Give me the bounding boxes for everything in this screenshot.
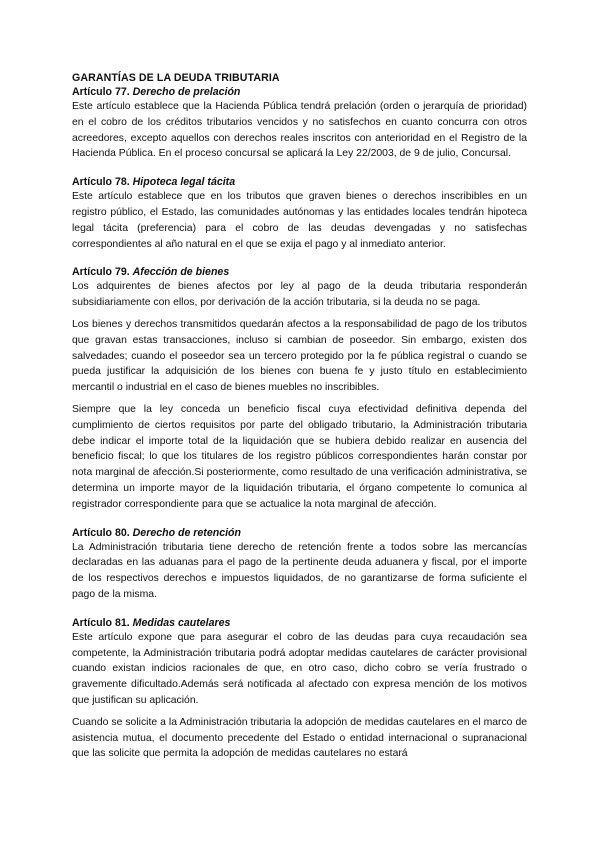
article-78-number: Artículo 78. — [72, 176, 130, 189]
article-80-paragraph-1: La Administración tributaria tiene derecho de retención frente a todos sobre las mercancías declaradas en las aduanas para el pago de la pertinente deuda aduanera y fiscal, por el importe de los respectivos derechos e impuestos liquidados, de no garantizarse de forma suficiente el pago de la misma. — [72, 541, 527, 600]
article-78-name: Hipoteca legal tácita — [132, 176, 236, 189]
article-77-heading — [72, 86, 527, 99]
article-79-paragraph-3: Siempre que la ley conceda un beneficio fiscal cuya efectividad definitiva dependa del cumplimiento de ciertos requisitos por parte del obligado tributario, la Administración tributaria debe indicar el importe total de la liquidación que se hubiera debido realizar en ausencia del beneficio fiscal; lo que los titulares de los registro públicos correspondientes harán constar por nota marginal de afección.Si posteriormente, como resultado de una verificación administrativa, se determina un importe mayor de la liquidación tributaria, el órgano competente lo comunica al registrador correspondiente para que se actualice la nota marginal de afección. — [72, 403, 527, 510]
article-79-paragraph-1: Los adquirentes de bienes afectos por ley al pago de la deuda tributaria responderán subsidiariamente con ellos, por derivación de la acción tributaria, si la deuda no se paga. — [72, 281, 527, 309]
article-80-number: Artículo 80. — [72, 526, 130, 539]
article-77-paragraph-1: Este artículo establece que la Hacienda Pública tendrá prelación (orden o jerarquía de prioridad) en el cobro de los créditos tributarios vencidos y no satisfechos en cuanto concurra con otros acreedores, excepto aquellos con derechos reales inscritos con anterioridad en el Registro de la Hacienda Pública. En el proceso concursal se aplicará la Ley 22/2003, de 9 de julio, Concursal. — [72, 101, 527, 160]
article-77-number: Artículo 77. — [72, 86, 130, 98]
document-body — [72, 72, 527, 762]
article-80-heading — [72, 527, 527, 540]
article-81-name: Medidas cautelares — [132, 616, 231, 629]
article-78-heading — [72, 176, 527, 189]
article-81-paragraph-1: Este artículo expone que para asegurar el cobro de las deudas para cuya recaudación sea competente, la Administración tributaria podrá adoptar medidas cautelares de carácter provisional cuando existan indicios racionales de que, en otro caso, dicho cobro se vería frustrado o gravemente dificultado.Además será notificada al afectado con expresa mención de los motivos que justifican su aplicación. — [72, 631, 527, 706]
article-81-paragraph-2: Cuando se solicite a la Administración tributaria la adopción de medidas cautelares en el marco de asistencia mutua, el documento precedente del Estado o entidad internacional o supranacional que las solicite que permita la adopción de medidas cautelares no estará — [72, 716, 527, 760]
article-77-name: Derecho de prelación — [132, 86, 241, 98]
article-81-number: Artículo 81. — [72, 616, 130, 629]
article-80-name: Derecho de retención — [132, 526, 241, 539]
article-81-heading — [72, 617, 527, 630]
article-78-paragraph-1: Este artículo establece que en los tributos que graven bienes o derechos inscribibles en un registro público, el Estado, las comunidades autónomas y las entidades locales tendrán hipoteca legal tácita (preferencia) para el cobro de las deudas devengadas y no satisfechas correspondientes al año natural en el que se exija el pago y al inmediato anterior. — [72, 191, 527, 250]
article-79-name: Afección de bienes — [132, 266, 230, 279]
article-79-number: Artículo 79. — [72, 266, 130, 279]
article-79-paragraph-2: Los bienes y derechos transmitidos quedarán afectos a la responsabilidad de pago de los tributos que gravan estas transacciones, incluso si cambian de poseedor. Sin embargo, existen dos salvedades; cuando el poseedor sea un tercero protegido por la fe pública registral o cuando se pueda justificar la adquisición de los bienes con buena fe y justo título en establecimiento mercantil o industrial en el caso de bienes muebles no inscribibles. — [72, 318, 527, 394]
document-title: GARANTÍAS DE LA DEUDA TRIBUTARIA — [72, 72, 280, 84]
article-79-heading — [72, 266, 527, 279]
